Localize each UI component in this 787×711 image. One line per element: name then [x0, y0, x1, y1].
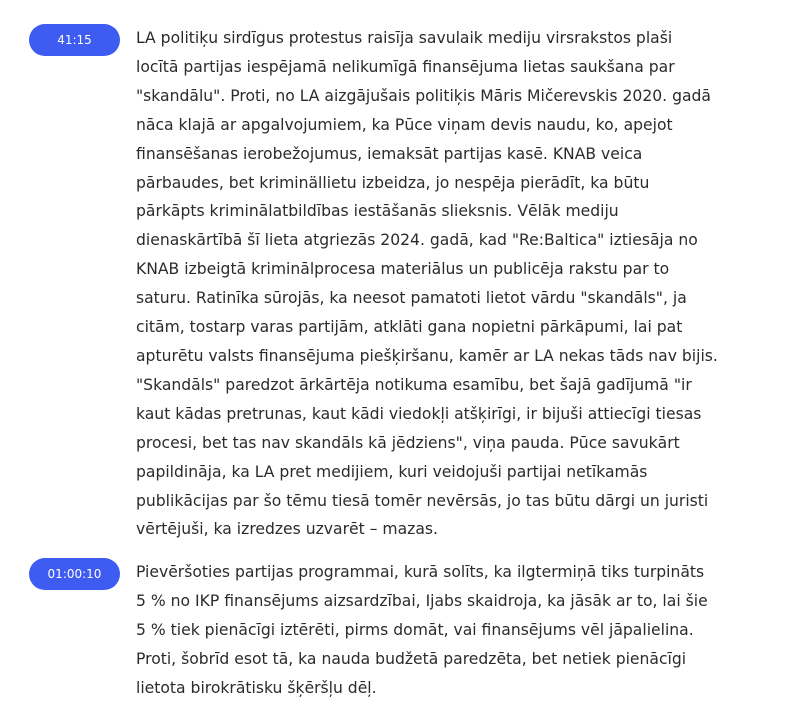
timestamp-button[interactable]: 01:00:10: [29, 558, 120, 590]
timestamp-button[interactable]: 41:15: [29, 24, 120, 56]
transcript-text: LA politiķu sirdīgus protestus raisīja savulaik mediju virsrakstos plaši locītā partijas iespējamā nelikumīgā finansējuma lietas saukšana par "skandālu". Proti, no LA aizgājušais politiķis Māris Mičerevskis 2020. gadā nāca klajā ar apgalvojumiem, ka Pūce viņam devis naudu, ko, apejot finansēšanas ierobežojumus, iemaksāt partijas kasē. KNAB veica pārbaudes, bet kriminällietu izbeidza, jo nespēja pierādīt, ka būtu pārkāpts kriminālatbildības iestāšanās slieksnis. Vēlāk mediju dienaskārtībā šī lieta atgriezās 2024. gadā, kad "Re:Baltica" iztiesāja no KNAB izbeigtā kriminālprocesa materiālus un publicēja rakstu par to saturu. Ratinīka sūrojās, ka neesot pamatoti lietot vārdu "skandāls", ja citām, tostarp varas partijām, atklāti gana nopietni pārkāpumi, lai pat apturētu valsts finansējuma piešķiršanu, kamēr ar LA nekas tāds nav bijis. "Skandāls" paredzot ārkārtēja notikuma esamību, bet šajā gadījumā "ir kaut kādas pretrunas, kaut kādi viedokļi atšķirīgi, ir bijuši attiecīgi tiesas procesi, bet tas nav skandāls kā jēdziens", viņa pauda. Pūce savukārt papildināja, ka LA pret medijiem, kuri veidojuši partijai netīkamās publikācijas par šo tēmu tiesā tomēr nevērsās, jo tas būtu dārgi un juristi vērtējuši, ka izredzes uzvarēt – mazas.: [136, 29, 718, 539]
transcript-text: Pievēršoties partijas programmai, kurā solīts, ka ilgtermiņā tiks turpināts 5 % no IKP finansējums aizsardzībai, Ijabs skaidroja, ka jāsāk ar to, lai šie 5 % tiek pienācīgi iztērēti, pirms domāt, vai finansējums vēl jāpalielina. Proti, šobrīd esot tā, ka nauda budžetā paredzēta, bet netiek pienācīgi lietota birokrātisku šķēršļu dēļ.: [136, 563, 708, 697]
